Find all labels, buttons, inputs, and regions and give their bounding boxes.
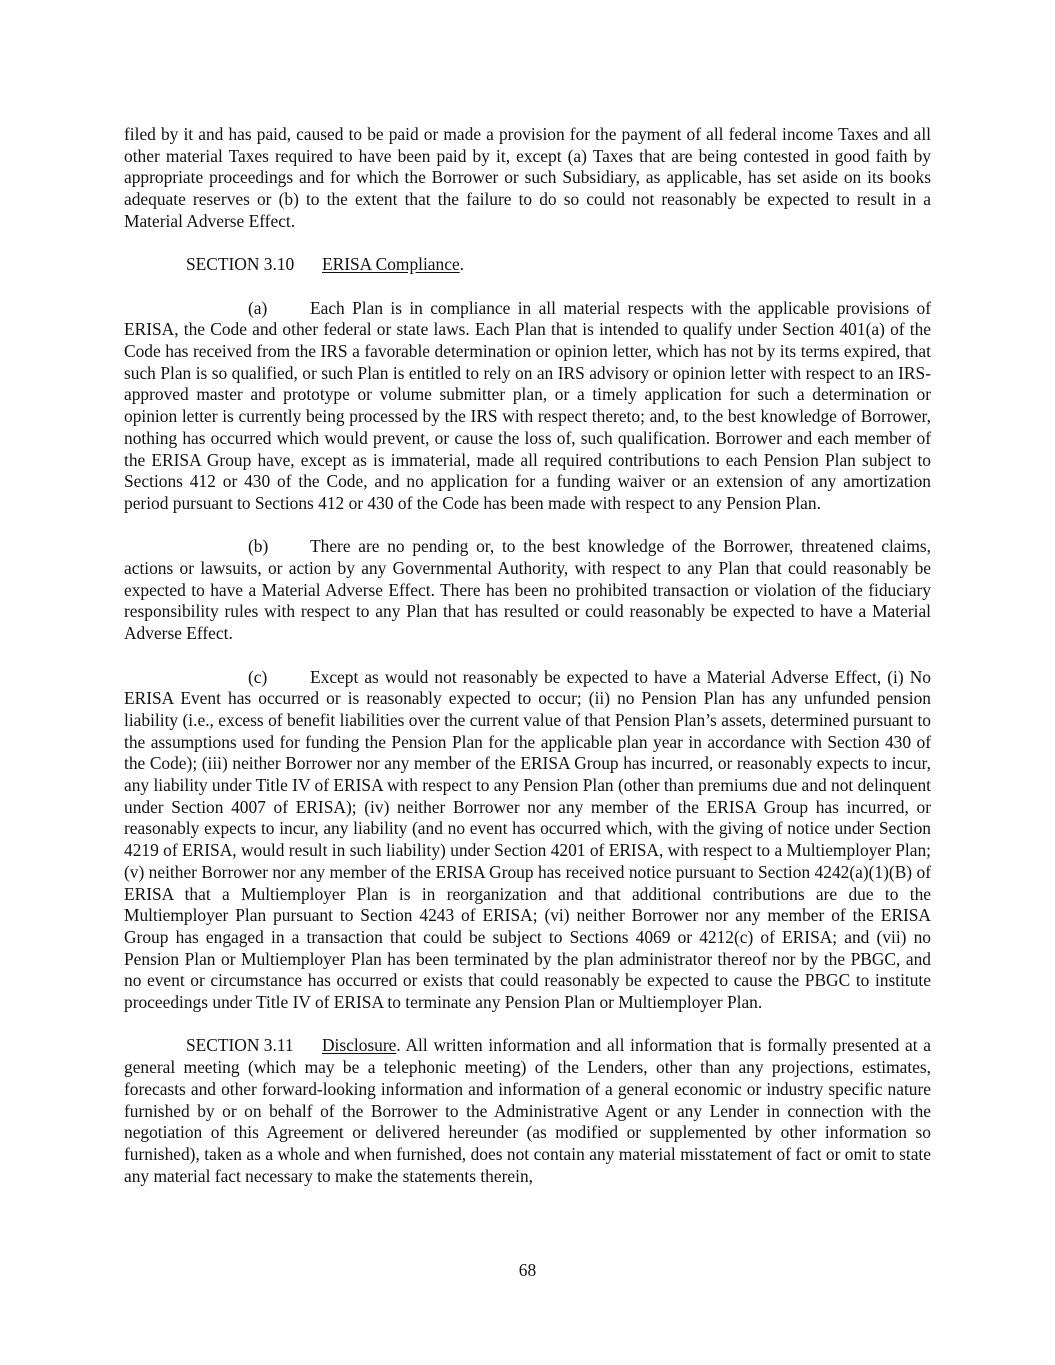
subsection-text: Except as would not reasonably be expected to have a Material Adverse Effect, (i) No ERISA Event has occurred or is reasonably expected to occur; (ii) no Pension Plan has any unfunded pension liability (i.e., excess of benefit liabilities over the current value of that Pension Plan’s assets, determined pursuant to the assumptions used for funding the Pension Plan for the applicable plan year in accordance with Section 430 of the Code); (iii) neither Borrower nor any member of the ERISA Group has incurred, or reasonably expects to incur, any liability under Title IV of ERISA with respect to any Pension Plan (other than premiums due and not delinquent under Section 4007 of ERISA); (iv) neither Borrower nor any member of the ERISA Group has incurred, or reasonably expects to incur, any liability (and no event has occurred which, with the giving of notice under Section 4219 of ERISA, would result in such liability) under Section 4201 of ERISA, with respect to a Multiemployer Plan; (v) neither Borrower nor any member of the ERISA Group has received notice pursuant to Section 4242(a)(1)(B) of ERISA that a Multiemployer Plan is in reorganization and that additional contributions are due to the Multiemployer Plan pursuant to Section 4243 of ERISA; (vi) neither Borrower nor any member of the ERISA Group has engaged in a transaction that could be subject to Sections 4069 or 4212(c) of ERISA; and (vii) no Pension Plan or Multiemployer Plan has been terminated by the plan administrator thereof nor by the PBGC, and no event or circumstance has occurred or exists that could reasonably be expected to cause the PBGC to institute proceedings under Title IV of ERISA to terminate any Pension Plan or Multiemployer Plan. xyxy=(124,666,931,1013)
continuation-paragraph: filed by it and has paid, caused to be paid or made a provision for the payment of all federal income Taxes and all other material Taxes required to have been paid by it, except (a) Taxes that are being contested in good faith by appropriate proceedings and for which the Borrower or such Subsidiary, as applicable, has set aside on its books adequate reserves or (b) to the extent that the failure to do so could not reasonably be expected to result in a Material Adverse Effect. xyxy=(124,124,931,231)
subsection-label: (b) xyxy=(248,536,269,557)
section-title-period: . xyxy=(459,254,465,275)
subsection-b xyxy=(124,536,931,645)
section-number: SECTION 3.10 xyxy=(186,254,295,275)
document-page xyxy=(124,124,931,1187)
subsection-c xyxy=(124,667,931,1014)
spacer xyxy=(124,645,931,667)
section-title: Disclosure xyxy=(322,1035,397,1056)
spacer xyxy=(124,1014,931,1036)
subsection-text: Each Plan is in compliance in all material respects with the applicable provisions of ERISA, the Code and other federal or state laws. Each Plan that is intended to qualify under Section 401(a) of the Code has received from the IRS a favorable determination or opinion letter, which has not by its terms expired, that such Plan is so qualified, or such Plan is entitled to rely on an IRS advisory or opinion letter with respect to an IRS-approved master and prototype or volume submitter plan, or a timely application for such a determination or opinion letter is currently being processed by the IRS with respect thereto; and, to the best knowledge of Borrower, nothing has occurred which would prevent, or cause the loss of, such qualification. Borrower and each member of the ERISA Group have, except as is immaterial, made all required contributions to each Pension Plan subject to Sections 412 or 430 of the Code, and no application for a funding waiver or an extension of any amortization period pursuant to Sections 412 or 430 of the Code has been made with respect to any Pension Plan. xyxy=(124,297,931,513)
spacer xyxy=(124,276,931,298)
subsection-a xyxy=(124,298,931,515)
section-title: ERISA Compliance xyxy=(322,254,460,275)
spacer xyxy=(124,515,931,537)
section-3-11-paragraph xyxy=(124,1035,931,1187)
page-number: 68 xyxy=(518,1260,537,1280)
subsection-text: There are no pending or, to the best knowledge of the Borrower, threatened claims, actions or lawsuits, or action by any Governmental Authority, with respect to any Plan that could reasonably be expected to have a Material Adverse Effect. There has been no prohibited transaction or violation of the fiduciary responsibility rules with respect to any Plan that has resulted or could reasonably be expected to have a Material Adverse Effect. xyxy=(124,536,931,644)
subsection-label: (a) xyxy=(248,297,268,318)
spacer xyxy=(124,233,931,255)
section-number: SECTION 3.11 xyxy=(186,1035,294,1056)
section-3-10-heading xyxy=(124,254,931,276)
section-title-period: . xyxy=(396,1035,401,1056)
subsection-label: (c) xyxy=(248,666,268,687)
section-text: All written information and all information that is formally presented at a general meeting (which may be a telephonic meeting) of the Lenders, other than any projections, estimates, forecasts and other forward-looking information and information of a general economic or industry specific nature furnished by or on behalf of the Borrower to the Administrative Agent or any Lender in connection with the negotiation of this Agreement or delivered hereunder (as modified or supplemented by other information so furnished), taken as a whole and when furnished, does not contain any material misstatement of fact or omit to state any material fact necessary to make the statements therein, xyxy=(124,1035,931,1186)
